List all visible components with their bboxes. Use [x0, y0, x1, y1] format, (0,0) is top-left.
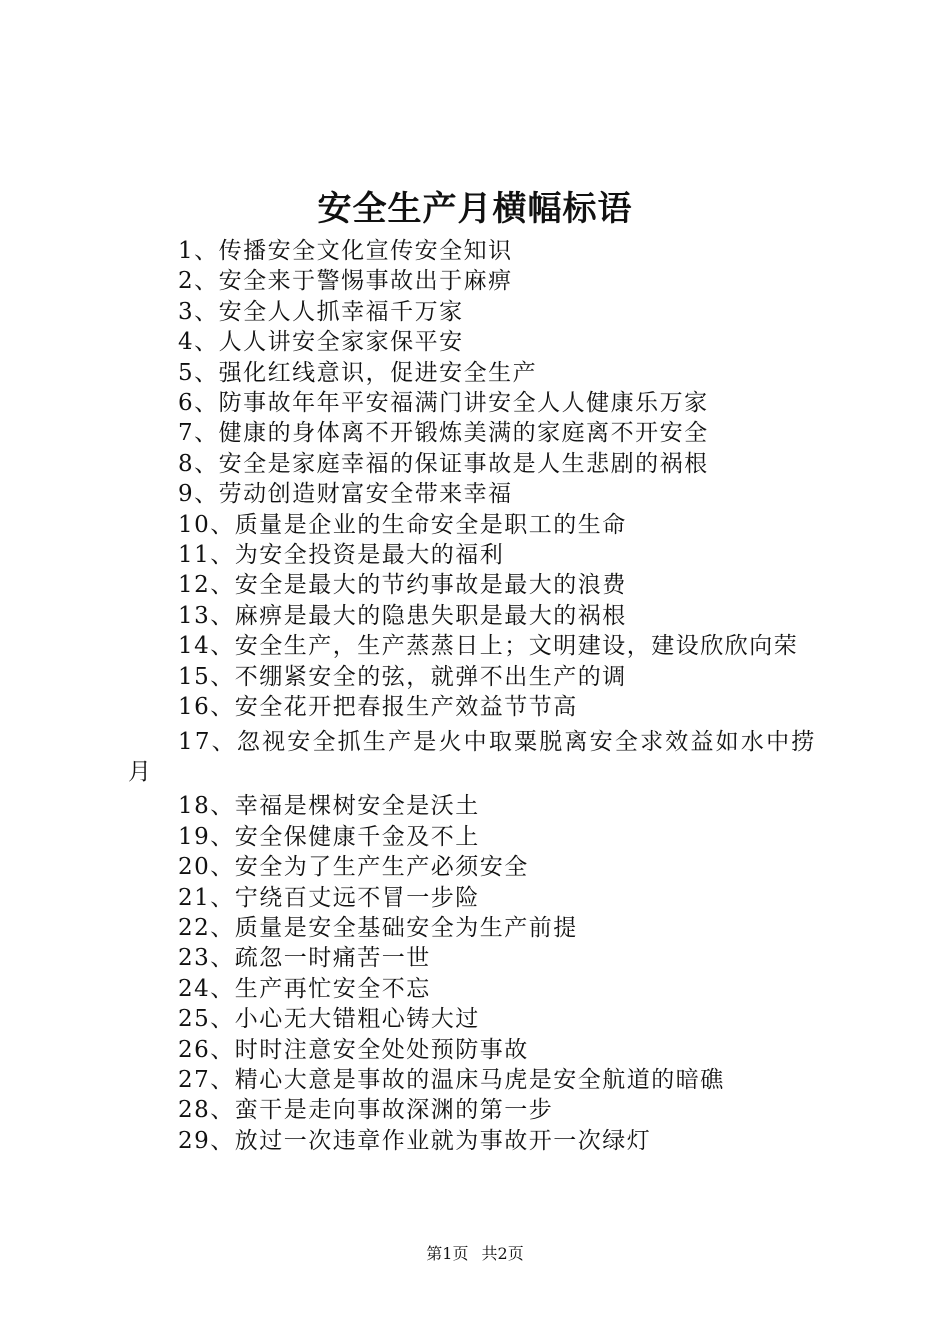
slogan-item: 15、不绷紧安全的弦，就弹不出生产的调 — [178, 663, 627, 690]
page-number-total: 共2页 — [481, 1244, 524, 1263]
slogan-item: 29、放过一次违章作业就为事故开一次绿灯 — [178, 1127, 652, 1154]
slogan-item: 27、精心大意是事故的温床马虎是安全航道的暗礁 — [178, 1066, 725, 1093]
slogan-item: 25、小心无大错粗心铸大过 — [178, 1006, 480, 1033]
slogan-item: 22、质量是安全基础安全为生产前提 — [178, 914, 578, 941]
slogan-item: 5、强化红线意识，促进安全生产 — [178, 359, 538, 386]
slogan-item: 16、安全花开把春报生产效益节节高 — [178, 694, 578, 721]
slogan-item: 3、安全人人抓幸福千万家 — [178, 298, 464, 325]
slogan-item: 18、幸福是棵树安全是沃土 — [178, 793, 480, 820]
slogan-item: 12、安全是最大的节约事故是最大的浪费 — [178, 572, 627, 599]
slogan-item: 7、健康的身体离不开锻炼美满的家庭离不开安全 — [178, 420, 709, 447]
slogan-list — [128, 236, 838, 1156]
slogan-item: 13、麻痹是最大的隐患失职是最大的祸根 — [178, 602, 627, 629]
slogan-item: 23、疏忽一时痛苦一世 — [178, 945, 431, 972]
slogan-item: 11、为安全投资是最大的福利 — [178, 542, 505, 569]
slogan-item: 8、安全是家庭幸福的保证事故是人生悲剧的祸根 — [178, 450, 709, 477]
slogan-item: 2、安全来于警惕事故出于麻痹 — [178, 268, 513, 295]
slogan-item: 24、生产再忙安全不忘 — [178, 975, 431, 1002]
slogan-item: 9、劳动创造财富安全带来幸福 — [178, 481, 513, 508]
slogan-item: 4、人人讲安全家家保平安 — [178, 329, 464, 356]
page-number-current: 第1页 — [426, 1244, 469, 1263]
slogan-item: 20、安全为了生产生产必须安全 — [178, 854, 529, 881]
document-title: 安全生产月横幅标语 — [317, 189, 633, 229]
slogan-item: 14、安全生产，生产蒸蒸日上；文明建设，建设欣欣向荣 — [178, 633, 799, 660]
slogan-item: 26、时时注意安全处处预防事故 — [178, 1036, 529, 1063]
page-footer — [0, 1242, 950, 1266]
slogan-item: 10、质量是企业的生命安全是职工的生命 — [178, 511, 627, 538]
slogan-item: 19、安全保健康千金及不上 — [178, 823, 480, 850]
slogan-item: 28、蛮干是走向事故深渊的第一步 — [178, 1097, 554, 1124]
slogan-item: 6、防事故年年平安福满门讲安全人人健康乐万家 — [178, 390, 709, 417]
slogan-item: 17、忽视安全抓生产是火中取粟脱离安全求效益如水中捞月 — [128, 728, 817, 785]
slogan-item: 1、传播安全文化宣传安全知识 — [178, 238, 513, 264]
slogan-item: 21、宁绕百丈远不冒一步险 — [178, 884, 480, 911]
